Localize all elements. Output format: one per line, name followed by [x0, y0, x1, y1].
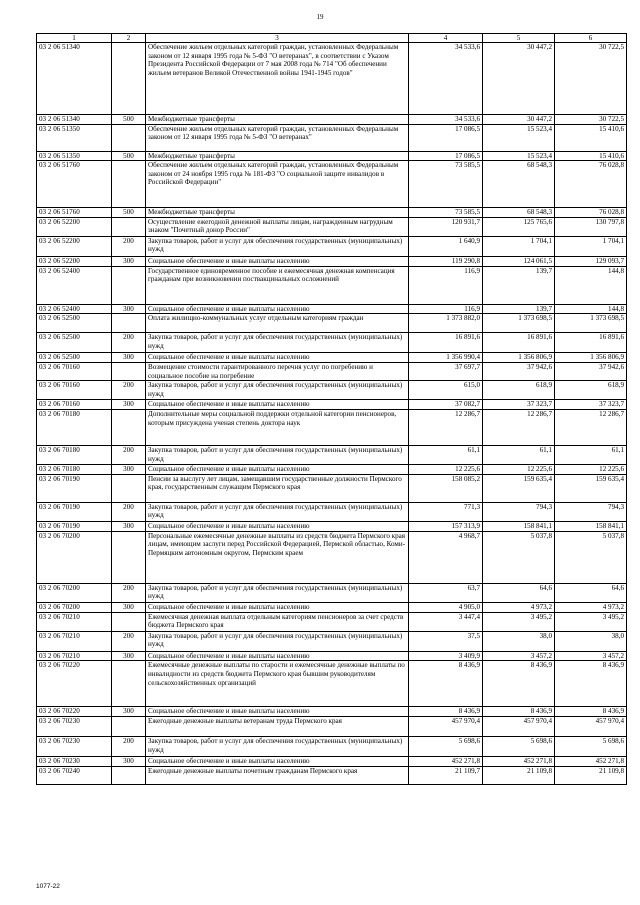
item-name-cell: Дополнительные меры социальной поддержки отдельной категории пенсионеров, которым присуждена ученая степень доктора наук [146, 410, 409, 446]
amount-year-1-cell: 8 436,9 [409, 661, 483, 707]
amount-year-3-cell: 794,3 [555, 502, 627, 521]
amount-year-1-cell: 120 931,7 [409, 217, 483, 236]
table-row [37, 151, 627, 161]
expense-type-cell [112, 661, 146, 707]
table-row [37, 757, 627, 767]
target-code-cell: 03 2 06 70180 [37, 446, 112, 465]
amount-year-3-cell: 21 109,8 [555, 766, 627, 784]
amount-year-3-cell: 457 970,4 [555, 717, 627, 737]
amount-year-1-cell: 157 313,9 [409, 521, 483, 531]
expense-type-cell [112, 43, 146, 115]
table-header [37, 34, 627, 43]
amount-year-1-cell: 37 082,7 [409, 400, 483, 410]
amount-year-2-cell: 5 037,8 [483, 531, 555, 583]
amount-year-2-cell: 3 495,2 [483, 612, 555, 631]
amount-year-2-cell: 30 447,2 [483, 115, 555, 125]
item-name-cell: Социальное обеспечение и иные выплаты населению [146, 400, 409, 410]
expense-type-cell: 300 [112, 353, 146, 363]
table-row [37, 502, 627, 521]
target-code-cell: 03 2 06 52200 [37, 256, 112, 266]
table-row [37, 353, 627, 363]
target-code-cell: 03 2 06 51760 [37, 161, 112, 208]
table-row [37, 304, 627, 314]
amount-year-1-cell: 457 970,4 [409, 717, 483, 737]
table-row [37, 208, 627, 218]
target-code-cell: 03 2 06 70200 [37, 531, 112, 583]
amount-year-3-cell: 159 635,4 [555, 474, 627, 502]
item-name-cell: Межбюджетные трансферты [146, 115, 409, 125]
target-code-cell: 03 2 06 51350 [37, 151, 112, 161]
amount-year-2-cell: 5 698,6 [483, 737, 555, 757]
amount-year-2-cell: 12 286,7 [483, 410, 555, 446]
amount-year-2-cell: 1 373 698,5 [483, 314, 555, 333]
target-code-cell: 03 2 06 51340 [37, 43, 112, 115]
amount-year-3-cell: 130 797,8 [555, 217, 627, 236]
item-name-cell: Закупка товаров, работ и услуг для обеспечения государственных (муниципальных) нужд [146, 333, 409, 353]
amount-year-3-cell: 76 028,8 [555, 161, 627, 208]
item-name-cell: Закупка товаров, работ и услуг для обеспечения государственных (муниципальных) нужд [146, 631, 409, 651]
table-row [37, 236, 627, 256]
expense-type-cell: 300 [112, 304, 146, 314]
table-row [37, 465, 627, 475]
item-name-cell: Ежегодные денежные выплаты ветеранам труда Пермского края [146, 717, 409, 737]
amount-year-3-cell: 1 373 698,5 [555, 314, 627, 333]
page-number: 19 [316, 13, 324, 21]
target-code-cell: 03 2 06 70190 [37, 502, 112, 521]
amount-year-3-cell: 15 410,6 [555, 151, 627, 161]
amount-year-2-cell: 794,3 [483, 502, 555, 521]
target-code-cell: 03 2 06 70240 [37, 766, 112, 784]
amount-year-1-cell: 771,3 [409, 502, 483, 521]
expense-type-cell: 200 [112, 502, 146, 521]
expense-type-cell [112, 410, 146, 446]
header-col-1: 1 [37, 34, 112, 43]
expense-type-cell [112, 314, 146, 333]
amount-year-1-cell: 21 109,7 [409, 766, 483, 784]
expense-type-cell: 200 [112, 333, 146, 353]
amount-year-2-cell: 8 436,9 [483, 661, 555, 707]
amount-year-2-cell: 68 548,3 [483, 208, 555, 218]
target-code-cell: 03 2 06 52400 [37, 266, 112, 304]
amount-year-1-cell: 61,1 [409, 446, 483, 465]
target-code-cell: 03 2 06 51760 [37, 208, 112, 218]
amount-year-2-cell: 30 447,2 [483, 43, 555, 115]
item-name-cell: Ежегодные денежные выплаты почетным гражданам Пермского края [146, 766, 409, 784]
table-row [37, 256, 627, 266]
item-name-cell: Оплата жилищно-коммунальных услуг отдельным категориям граждан [146, 314, 409, 333]
amount-year-3-cell: 64,6 [555, 583, 627, 602]
amount-year-1-cell: 16 891,6 [409, 333, 483, 353]
expense-type-cell: 200 [112, 381, 146, 400]
document-code: 1077-22 [36, 883, 60, 890]
target-code-cell: 03 2 06 52200 [37, 217, 112, 236]
table-row [37, 602, 627, 612]
expense-type-cell [112, 531, 146, 583]
item-name-cell: Государственное единовременное пособие и ежемесячная денежная компенсация гражданам при возникновении поствакцинальных осложнений [146, 266, 409, 304]
target-code-cell: 03 2 06 70160 [37, 362, 112, 380]
amount-year-3-cell: 1 704,1 [555, 236, 627, 256]
expense-type-cell: 300 [112, 400, 146, 410]
amount-year-3-cell: 5 037,8 [555, 531, 627, 583]
target-code-cell: 03 2 06 70190 [37, 474, 112, 502]
amount-year-1-cell: 4 905,0 [409, 602, 483, 612]
expense-type-cell [112, 266, 146, 304]
amount-year-3-cell: 38,0 [555, 631, 627, 651]
target-code-cell: 03 2 06 70160 [37, 381, 112, 400]
target-code-cell: 03 2 06 52500 [37, 333, 112, 353]
amount-year-2-cell: 37 323,7 [483, 400, 555, 410]
item-name-cell: Закупка товаров, работ и услуг для обеспечения государственных (муниципальных) нужд [146, 446, 409, 465]
target-code-cell: 03 2 06 70210 [37, 612, 112, 631]
amount-year-1-cell: 452 271,8 [409, 757, 483, 767]
expense-type-cell [112, 362, 146, 380]
amount-year-3-cell: 618,9 [555, 381, 627, 400]
amount-year-2-cell: 12 225,6 [483, 465, 555, 475]
table-row [37, 661, 627, 707]
item-name-cell: Закупка товаров, работ и услуг для обеспечения государственных (муниципальных) нужд [146, 236, 409, 256]
item-name-cell: Социальное обеспечение и иные выплаты населению [146, 521, 409, 531]
expense-type-cell: 200 [112, 446, 146, 465]
table-row [37, 124, 627, 151]
amount-year-2-cell: 38,0 [483, 631, 555, 651]
budget-table [36, 33, 627, 785]
amount-year-2-cell: 16 891,6 [483, 333, 555, 353]
target-code-cell: 03 2 06 51340 [37, 115, 112, 125]
amount-year-1-cell: 17 086,5 [409, 151, 483, 161]
target-code-cell: 03 2 06 70160 [37, 400, 112, 410]
header-row [37, 34, 627, 43]
amount-year-2-cell: 125 765,6 [483, 217, 555, 236]
expense-type-cell [112, 474, 146, 502]
amount-year-1-cell: 34 533,6 [409, 43, 483, 115]
table-row [37, 217, 627, 236]
amount-year-3-cell: 30 722,5 [555, 115, 627, 125]
amount-year-1-cell: 17 086,5 [409, 124, 483, 151]
target-code-cell: 03 2 06 70210 [37, 631, 112, 651]
header-col-3: 3 [146, 34, 409, 43]
target-code-cell: 03 2 06 70230 [37, 737, 112, 757]
expense-type-cell: 500 [112, 151, 146, 161]
item-name-cell: Социальное обеспечение и иные выплаты населению [146, 256, 409, 266]
expense-type-cell: 200 [112, 737, 146, 757]
table-row [37, 531, 627, 583]
amount-year-2-cell: 1 356 806,9 [483, 353, 555, 363]
amount-year-3-cell: 37 323,7 [555, 400, 627, 410]
amount-year-2-cell: 158 841,1 [483, 521, 555, 531]
amount-year-2-cell: 1 704,1 [483, 236, 555, 256]
expense-type-cell: 300 [112, 521, 146, 531]
target-code-cell: 03 2 06 70220 [37, 661, 112, 707]
item-name-cell: Закупка товаров, работ и услуг для обеспечения государственных (муниципальных) нужд [146, 381, 409, 400]
expense-type-cell: 300 [112, 465, 146, 475]
amount-year-2-cell: 15 523,4 [483, 124, 555, 151]
amount-year-2-cell: 64,6 [483, 583, 555, 602]
amount-year-2-cell: 61,1 [483, 446, 555, 465]
target-code-cell: 03 2 06 52400 [37, 304, 112, 314]
amount-year-1-cell: 116,9 [409, 266, 483, 304]
amount-year-1-cell: 158 085,2 [409, 474, 483, 502]
target-code-cell: 03 2 06 70190 [37, 521, 112, 531]
table-row [37, 583, 627, 602]
amount-year-2-cell: 21 109,8 [483, 766, 555, 784]
table-row [37, 446, 627, 465]
target-code-cell: 03 2 06 52500 [37, 314, 112, 333]
item-name-cell: Социальное обеспечение и иные выплаты населению [146, 465, 409, 475]
table-row [37, 612, 627, 631]
amount-year-2-cell: 68 548,3 [483, 161, 555, 208]
amount-year-3-cell: 144,8 [555, 304, 627, 314]
item-name-cell: Социальное обеспечение и иные выплаты населению [146, 353, 409, 363]
table-row [37, 161, 627, 208]
amount-year-1-cell: 116,9 [409, 304, 483, 314]
target-code-cell: 03 2 06 51350 [37, 124, 112, 151]
amount-year-3-cell: 3 457,2 [555, 651, 627, 661]
amount-year-1-cell: 1 356 990,4 [409, 353, 483, 363]
table-row [37, 115, 627, 125]
item-name-cell: Пенсии за выслугу лет лицам, замещавшим государственные должности Пермского края, государственным служащим Пермского края [146, 474, 409, 502]
item-name-cell: Социальное обеспечение и иные выплаты населению [146, 707, 409, 717]
amount-year-3-cell: 15 410,6 [555, 124, 627, 151]
amount-year-1-cell: 37,5 [409, 631, 483, 651]
expense-type-cell: 300 [112, 651, 146, 661]
table-row [37, 631, 627, 651]
amount-year-1-cell: 12 286,7 [409, 410, 483, 446]
table-row [37, 737, 627, 757]
amount-year-3-cell: 16 891,6 [555, 333, 627, 353]
amount-year-1-cell: 34 533,6 [409, 115, 483, 125]
amount-year-1-cell: 73 585,5 [409, 161, 483, 208]
amount-year-2-cell: 457 970,4 [483, 717, 555, 737]
amount-year-1-cell: 73 585,5 [409, 208, 483, 218]
amount-year-3-cell: 12 286,7 [555, 410, 627, 446]
amount-year-3-cell: 61,1 [555, 446, 627, 465]
header-col-5: 5 [483, 34, 555, 43]
header-col-4: 4 [409, 34, 483, 43]
amount-year-3-cell: 129 093,7 [555, 256, 627, 266]
amount-year-1-cell: 8 436,9 [409, 707, 483, 717]
item-name-cell: Осуществление ежегодной денежной выплаты лицам, награжденным нагрудным знаком "Почетный донор России" [146, 217, 409, 236]
amount-year-2-cell: 618,9 [483, 381, 555, 400]
amount-year-3-cell: 158 841,1 [555, 521, 627, 531]
target-code-cell: 03 2 06 52200 [37, 236, 112, 256]
table-row [37, 766, 627, 784]
amount-year-2-cell: 139,7 [483, 266, 555, 304]
amount-year-3-cell: 37 942,6 [555, 362, 627, 380]
table-row [37, 400, 627, 410]
amount-year-3-cell: 5 698,6 [555, 737, 627, 757]
amount-year-1-cell: 12 225,6 [409, 465, 483, 475]
table-row [37, 521, 627, 531]
item-name-cell: Ежемесячная денежная выплата отдельным категориям пенсионеров за счет средств бюджета Пермского края [146, 612, 409, 631]
table-row [37, 707, 627, 717]
item-name-cell: Социальное обеспечение и иные выплаты населению [146, 757, 409, 767]
amount-year-1-cell: 4 968,7 [409, 531, 483, 583]
item-name-cell: Социальное обеспечение и иные выплаты населению [146, 651, 409, 661]
amount-year-1-cell: 37 697,7 [409, 362, 483, 380]
target-code-cell: 03 2 06 70200 [37, 583, 112, 602]
expense-type-cell: 200 [112, 631, 146, 651]
item-name-cell: Обеспечение жильем отдельных категорий граждан, установленных Федеральным законом от 12 января 1995 года № 5-ФЗ "О ветеранах", в соответствии с Указом Президента Российской Федерации от 7 мая 2008 года № 714 "Об обеспечении жильем ветеранов Великой Отечественной войны 1941-1945 годов" [146, 43, 409, 115]
table-row [37, 717, 627, 737]
item-name-cell: Социальное обеспечение и иные выплаты населению [146, 304, 409, 314]
expense-type-cell: 500 [112, 208, 146, 218]
amount-year-2-cell: 3 457,2 [483, 651, 555, 661]
amount-year-3-cell: 8 436,9 [555, 661, 627, 707]
item-name-cell: Персональные ежемесячные денежные выплаты из средств бюджета Пермского края лицам, имеющим заслуги перед Российской Федерацией, Пермской областью, Коми-Пермяцким автономным округом, Пермским краем [146, 531, 409, 583]
item-name-cell: Межбюджетные трансферты [146, 208, 409, 218]
item-name-cell: Обеспечение жильем отдельных категорий граждан, установленных Федеральным законом от 24 ноября 1995 года № 181-ФЗ "О социальной защите инвалидов в Российской Федерации" [146, 161, 409, 208]
amount-year-3-cell: 8 436,9 [555, 707, 627, 717]
item-name-cell: Межбюджетные трансферты [146, 151, 409, 161]
expense-type-cell: 200 [112, 583, 146, 602]
amount-year-1-cell: 1 640,9 [409, 236, 483, 256]
expense-type-cell: 300 [112, 256, 146, 266]
expense-type-cell: 300 [112, 757, 146, 767]
amount-year-3-cell: 144,8 [555, 266, 627, 304]
table-row [37, 381, 627, 400]
table-row [37, 266, 627, 304]
item-name-cell: Ежемесячные денежные выплаты по старости и ежемесячные денежные выплаты по инвалидности из средств бюджета Пермского края бывшим руководителям сельскохозяйственных организаций [146, 661, 409, 707]
amount-year-2-cell: 124 061,5 [483, 256, 555, 266]
target-code-cell: 03 2 06 70200 [37, 602, 112, 612]
table-row [37, 651, 627, 661]
item-name-cell: Закупка товаров, работ и услуг для обеспечения государственных (муниципальных) нужд [146, 502, 409, 521]
amount-year-1-cell: 1 373 882,0 [409, 314, 483, 333]
target-code-cell: 03 2 06 70180 [37, 410, 112, 446]
item-name-cell: Обеспечение жильем отдельных категорий граждан, установленных Федеральным законом от 12 января 1995 года № 5-ФЗ "О ветеранах" [146, 124, 409, 151]
expense-type-cell [112, 766, 146, 784]
expense-type-cell [112, 612, 146, 631]
amount-year-3-cell: 1 356 806,9 [555, 353, 627, 363]
amount-year-3-cell: 30 722,5 [555, 43, 627, 115]
table-row [37, 314, 627, 333]
amount-year-2-cell: 139,7 [483, 304, 555, 314]
amount-year-3-cell: 12 225,6 [555, 465, 627, 475]
expense-type-cell: 300 [112, 602, 146, 612]
target-code-cell: 03 2 06 70210 [37, 651, 112, 661]
amount-year-1-cell: 119 290,8 [409, 256, 483, 266]
target-code-cell: 03 2 06 70180 [37, 465, 112, 475]
target-code-cell: 03 2 06 52500 [37, 353, 112, 363]
target-code-cell: 03 2 06 70220 [37, 707, 112, 717]
amount-year-1-cell: 615,0 [409, 381, 483, 400]
amount-year-2-cell: 8 436,9 [483, 707, 555, 717]
table-body [37, 43, 627, 785]
table-row [37, 43, 627, 115]
table-row [37, 410, 627, 446]
expense-type-cell [112, 717, 146, 737]
expense-type-cell [112, 161, 146, 208]
header-col-2: 2 [112, 34, 146, 43]
table-row [37, 362, 627, 380]
table-row [37, 474, 627, 502]
amount-year-1-cell: 63,7 [409, 583, 483, 602]
amount-year-3-cell: 3 495,2 [555, 612, 627, 631]
header-col-6: 6 [555, 34, 627, 43]
item-name-cell: Закупка товаров, работ и услуг для обеспечения государственных (муниципальных) нужд [146, 737, 409, 757]
expense-type-cell: 300 [112, 707, 146, 717]
amount-year-1-cell: 5 698,6 [409, 737, 483, 757]
amount-year-3-cell: 4 973,2 [555, 602, 627, 612]
expense-type-cell [112, 217, 146, 236]
item-name-cell: Возмещение стоимости гарантированного перечня услуг по погребению и социальное пособие на погребение [146, 362, 409, 380]
amount-year-3-cell: 76 028,8 [555, 208, 627, 218]
amount-year-2-cell: 37 942,6 [483, 362, 555, 380]
item-name-cell: Закупка товаров, работ и услуг для обеспечения государственных (муниципальных) нужд [146, 583, 409, 602]
target-code-cell: 03 2 06 70230 [37, 757, 112, 767]
amount-year-2-cell: 15 523,4 [483, 151, 555, 161]
expense-type-cell: 200 [112, 236, 146, 256]
amount-year-2-cell: 4 973,2 [483, 602, 555, 612]
amount-year-2-cell: 159 635,4 [483, 474, 555, 502]
item-name-cell: Социальное обеспечение и иные выплаты населению [146, 602, 409, 612]
amount-year-2-cell: 452 271,8 [483, 757, 555, 767]
amount-year-1-cell: 3 409,9 [409, 651, 483, 661]
amount-year-3-cell: 452 271,8 [555, 757, 627, 767]
expense-type-cell [112, 124, 146, 151]
target-code-cell: 03 2 06 70230 [37, 717, 112, 737]
amount-year-1-cell: 3 447,4 [409, 612, 483, 631]
table-row [37, 333, 627, 353]
expense-type-cell: 500 [112, 115, 146, 125]
